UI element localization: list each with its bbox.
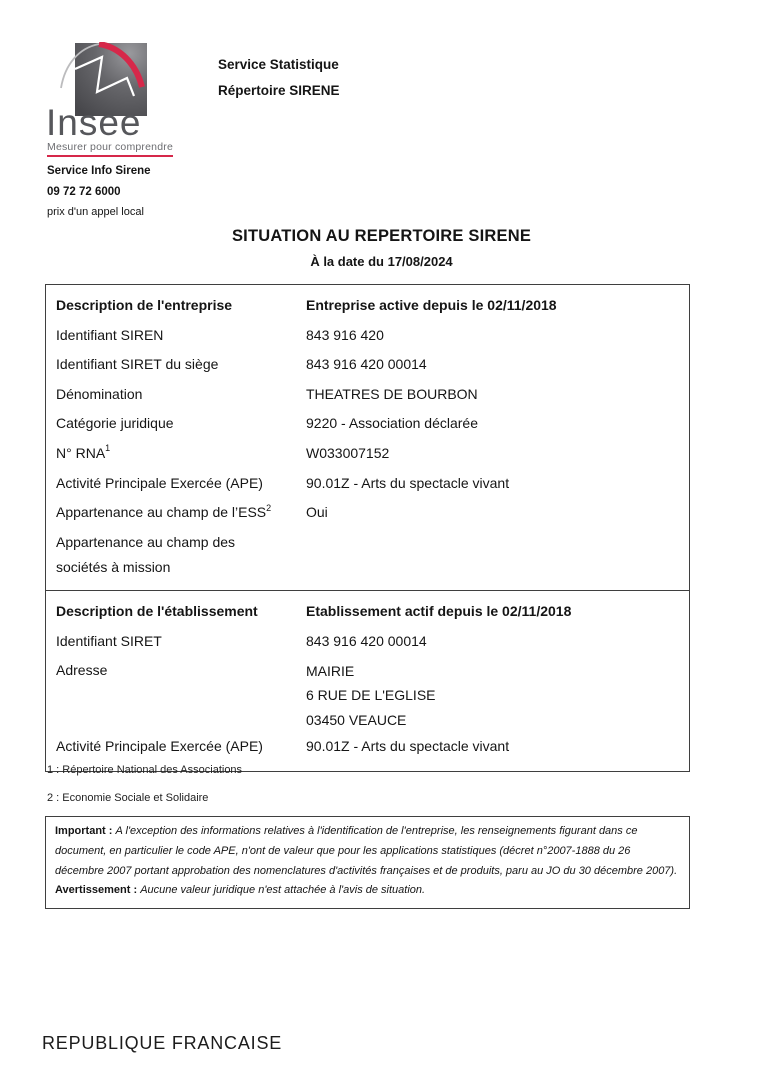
important-text: A l'exception des informations relatives à l'identification de l'entreprise, les renseignements figurant dans ce document, en particulier le code APE, n'ont de valeur que pour les applications statistiques (décret n°2007-1888 du 26 décembre 2007 portant approbation des nomenclatures d'activités françaises et de produits, paru au JO du 30 décembre 2007). <box>55 825 678 877</box>
table-row <box>46 350 689 380</box>
establishment-status: Etablissement actif depuis le 02/11/2018 <box>306 603 572 619</box>
contact-block <box>47 161 151 223</box>
warning-text: Aucune valeur juridique n'est attachée à l'avis de situation. <box>140 884 426 897</box>
republique-francaise-footer: REPUBLIQUE FRANCAISE <box>42 1033 283 1053</box>
row-label: Dénomination <box>56 385 143 402</box>
row-label: Activité Principale Exercée (APE) <box>56 738 263 755</box>
document-title: SITUATION AU REPERTOIRE SIRENE <box>231 227 532 245</box>
row-value: W033007152 <box>306 444 390 461</box>
row-value: Oui <box>306 504 328 521</box>
row-value: 843 916 420 00014 <box>306 356 427 373</box>
row-label: Catégorie juridique <box>56 415 174 432</box>
row-value: 90.01Z - Arts du spectacle vivant <box>306 738 510 755</box>
footnote: 2 : Economie Sociale et Solidaire <box>47 792 209 804</box>
row-label: Identifiant SIRET du siège <box>56 356 219 373</box>
table-row <box>46 627 689 657</box>
footnotes <box>47 764 242 820</box>
row-label: Identifiant SIRET <box>56 632 162 649</box>
establishment-rows <box>46 627 689 762</box>
contact-phone: 09 72 72 6000 <box>47 185 121 198</box>
important-label: Important : <box>55 825 113 837</box>
company-table-header <box>46 291 689 321</box>
document-date: À la date du 17/08/2024 <box>310 254 453 269</box>
company-status: Entreprise active depuis le 02/11/2018 <box>306 297 557 313</box>
table-row <box>46 439 689 469</box>
issuer-line-2: Répertoire SIRENE <box>218 83 340 98</box>
row-label: Adresse <box>56 662 108 679</box>
row-label: Appartenance au champ des sociétés à mission <box>56 533 236 576</box>
table-row <box>46 469 689 499</box>
table-row <box>46 498 689 528</box>
legal-notice-box <box>45 816 690 909</box>
table-row <box>46 528 689 581</box>
table-row <box>46 409 689 439</box>
table-row <box>46 656 689 732</box>
table-row <box>46 732 689 762</box>
table-row <box>46 380 689 410</box>
row-value: 843 916 420 00014 <box>306 632 427 649</box>
insee-brand-text: Insee <box>46 102 142 143</box>
row-label: Appartenance au champ de l’ESS$^2$ <box>56 502 272 521</box>
establishment-header-label: Description de l'établissement <box>56 603 258 619</box>
row-value: 9220 - Association déclarée <box>306 415 478 432</box>
important-paragraph <box>55 822 680 881</box>
row-value: 843 916 420 <box>306 326 384 343</box>
company-header-label: Description de l'entreprise <box>56 297 233 313</box>
footnote: 1 : Répertoire National des Associations <box>47 764 243 776</box>
row-label: N° RNA$^1$ <box>56 443 111 461</box>
row-label: Activité Principale Exercée (APE) <box>56 474 263 491</box>
contact-service-name: Service Info Sirene <box>47 165 151 177</box>
table-row <box>46 321 689 351</box>
row-label: Identifiant SIREN <box>56 326 164 343</box>
row-value: THEATRES DE BOURBON <box>306 385 478 402</box>
establishment-table <box>45 590 690 772</box>
row-value: MAIRIE 6 RUE DE L'EGLISE 03450 VEAUCE <box>306 662 436 728</box>
contact-phone-note: prix d'un appel local <box>47 206 144 218</box>
warning-label: Avertissement : <box>55 884 138 897</box>
issuer-line-1: Service Statistique <box>218 57 339 72</box>
establishment-table-header <box>46 597 689 627</box>
company-rows <box>46 321 689 581</box>
row-value: 90.01Z - Arts du spectacle vivant <box>306 474 510 491</box>
issuer-block <box>218 52 340 104</box>
insee-tagline: Mesurer pour comprendre <box>47 141 173 157</box>
title-block <box>0 227 763 269</box>
company-table <box>45 284 690 591</box>
warning-paragraph <box>55 881 680 901</box>
